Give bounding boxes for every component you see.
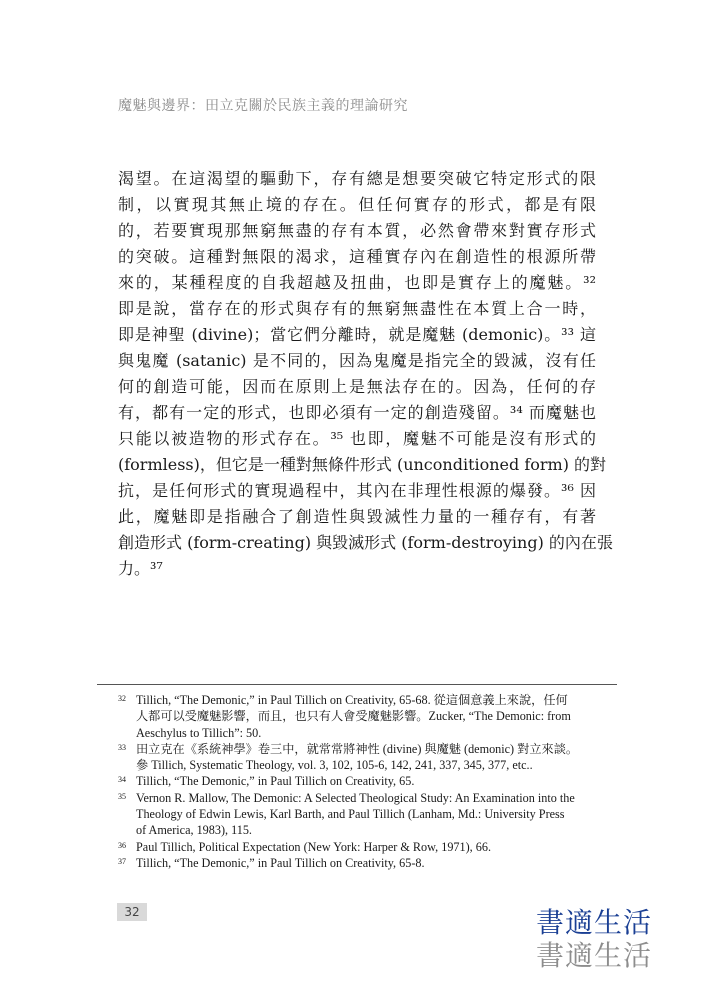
footnote-line: 人都可以受魔魅影響，而且，也只有人會受魔魅影響。Zucker, “The Demonic: from [136,709,571,724]
body-line: 渴望。在這渴望的驅動下，存有總是想要突破它特定形式的限 [118,169,596,188]
footnote-line: 田立克在《系統神學》卷三中，就常常將神性 (divine) 與魔魅 (demonic) 對立來談。 [136,741,579,756]
body-line: (formless)，但它是一種對無條件形式 (unconditioned form) 的對 [118,455,607,474]
body-line: 制，以實現其無止境的存在。但任何實存的形式，都是有限 [118,195,596,214]
page-number: 32 [117,903,147,921]
footnotes [118,692,598,871]
footnote-33 [118,741,598,774]
footnote-number: 35 [118,791,126,801]
footnote-36 [118,839,598,855]
footnote-line: Tillich, “The Demonic,” in Paul Tillich on Creativity, 65-68. 從這個意義上來說，任何 [136,693,568,707]
body-line: 即是神聖 (divine)；當它們分離時，就是魔魅 (demonic)。³³ 這 [118,325,596,344]
footnote-number: 32 [118,694,126,703]
footnote-number: 33 [118,742,126,752]
footnote-line: Aeschylus to Tillich”: 50. [136,725,262,740]
footnote-line: of America, 1983), 115. [136,823,252,838]
publisher-mark-gray: 書適生活 [536,939,653,972]
body-line: 來的，某種程度的自我超越及扭曲，也即是實存上的魔魅。³² [118,273,596,292]
body-line: 創造形式 (form-creating) 與毀滅形式 (form-destroying) 的內在張 [118,533,613,552]
footnote-37 [118,855,598,871]
body-line: 即是說，當存在的形式與存有的無窮無盡性在本質上合一時， [118,299,596,318]
footnote-line: Vernon R. Mallow, The Demonic: A Selected Theological Study: An Examination into the [136,790,575,805]
footnote-line: Theology of Edwin Lewis, Karl Barth, and Paul Tillich (Lanham, Md.: University Press [136,807,565,822]
body-line: 的，若要實現那無窮無盡的存有本質，必然會帶來對實存形式 [118,221,596,240]
body-line: 力。³⁷ [118,559,163,578]
running-head: 魔魅與邊界：田立克關於民族主義的理論研究 [118,98,408,114]
publisher-mark-blue: 書適生活 [536,906,653,939]
body-line: 的突破。這種對無限的渴求，這種實存內在創造性的根源所帶 [118,247,596,266]
footnote-number: 37 [118,856,126,866]
footnote-32 [118,692,598,741]
body-line: 有，都有一定的形式，也即必須有一定的創造殘留。³⁴ 而魔魅也 [118,403,596,422]
footnote-35 [118,790,598,839]
footnote-number: 34 [118,775,126,785]
footnote-line: Paul Tillich, Political Expectation (New York: Harper & Row, 1971), 66. [136,839,491,854]
body-line: 只能以被造物的形式存在。³⁵ 也即，魔魅不可能是沒有形式的 [118,429,596,448]
body-line: 何的創造可能，因而在原則上是無法存在的。因為，任何的存 [118,377,596,396]
publisher-watermark [536,906,652,972]
body-text [118,166,613,582]
footnote-divider [97,684,617,685]
body-line: 此，魔魅即是指融合了創造性與毀滅性力量的一種存有，有著 [118,507,596,526]
footnote-line: Tillich, “The Demonic,” in Paul Tillich on Creativity, 65-8. [136,855,425,870]
footnote-line: 參 Tillich, Systematic Theology, vol. 3, 102, 105-6, 142, 241, 337, 345, 377, etc.. [136,758,533,773]
footnote-line: Tillich, “The Demonic,” in Paul Tillich on Creativity, 65. [136,774,415,789]
body-line: 與鬼魔 (satanic) 是不同的，因為鬼魔是指完全的毀滅，沒有任 [118,351,596,370]
footnote-number: 36 [118,840,126,850]
footnote-34 [118,773,598,789]
body-line: 抗，是任何形式的實現過程中，其內在非理性根源的爆發。³⁶ 因 [118,481,596,500]
